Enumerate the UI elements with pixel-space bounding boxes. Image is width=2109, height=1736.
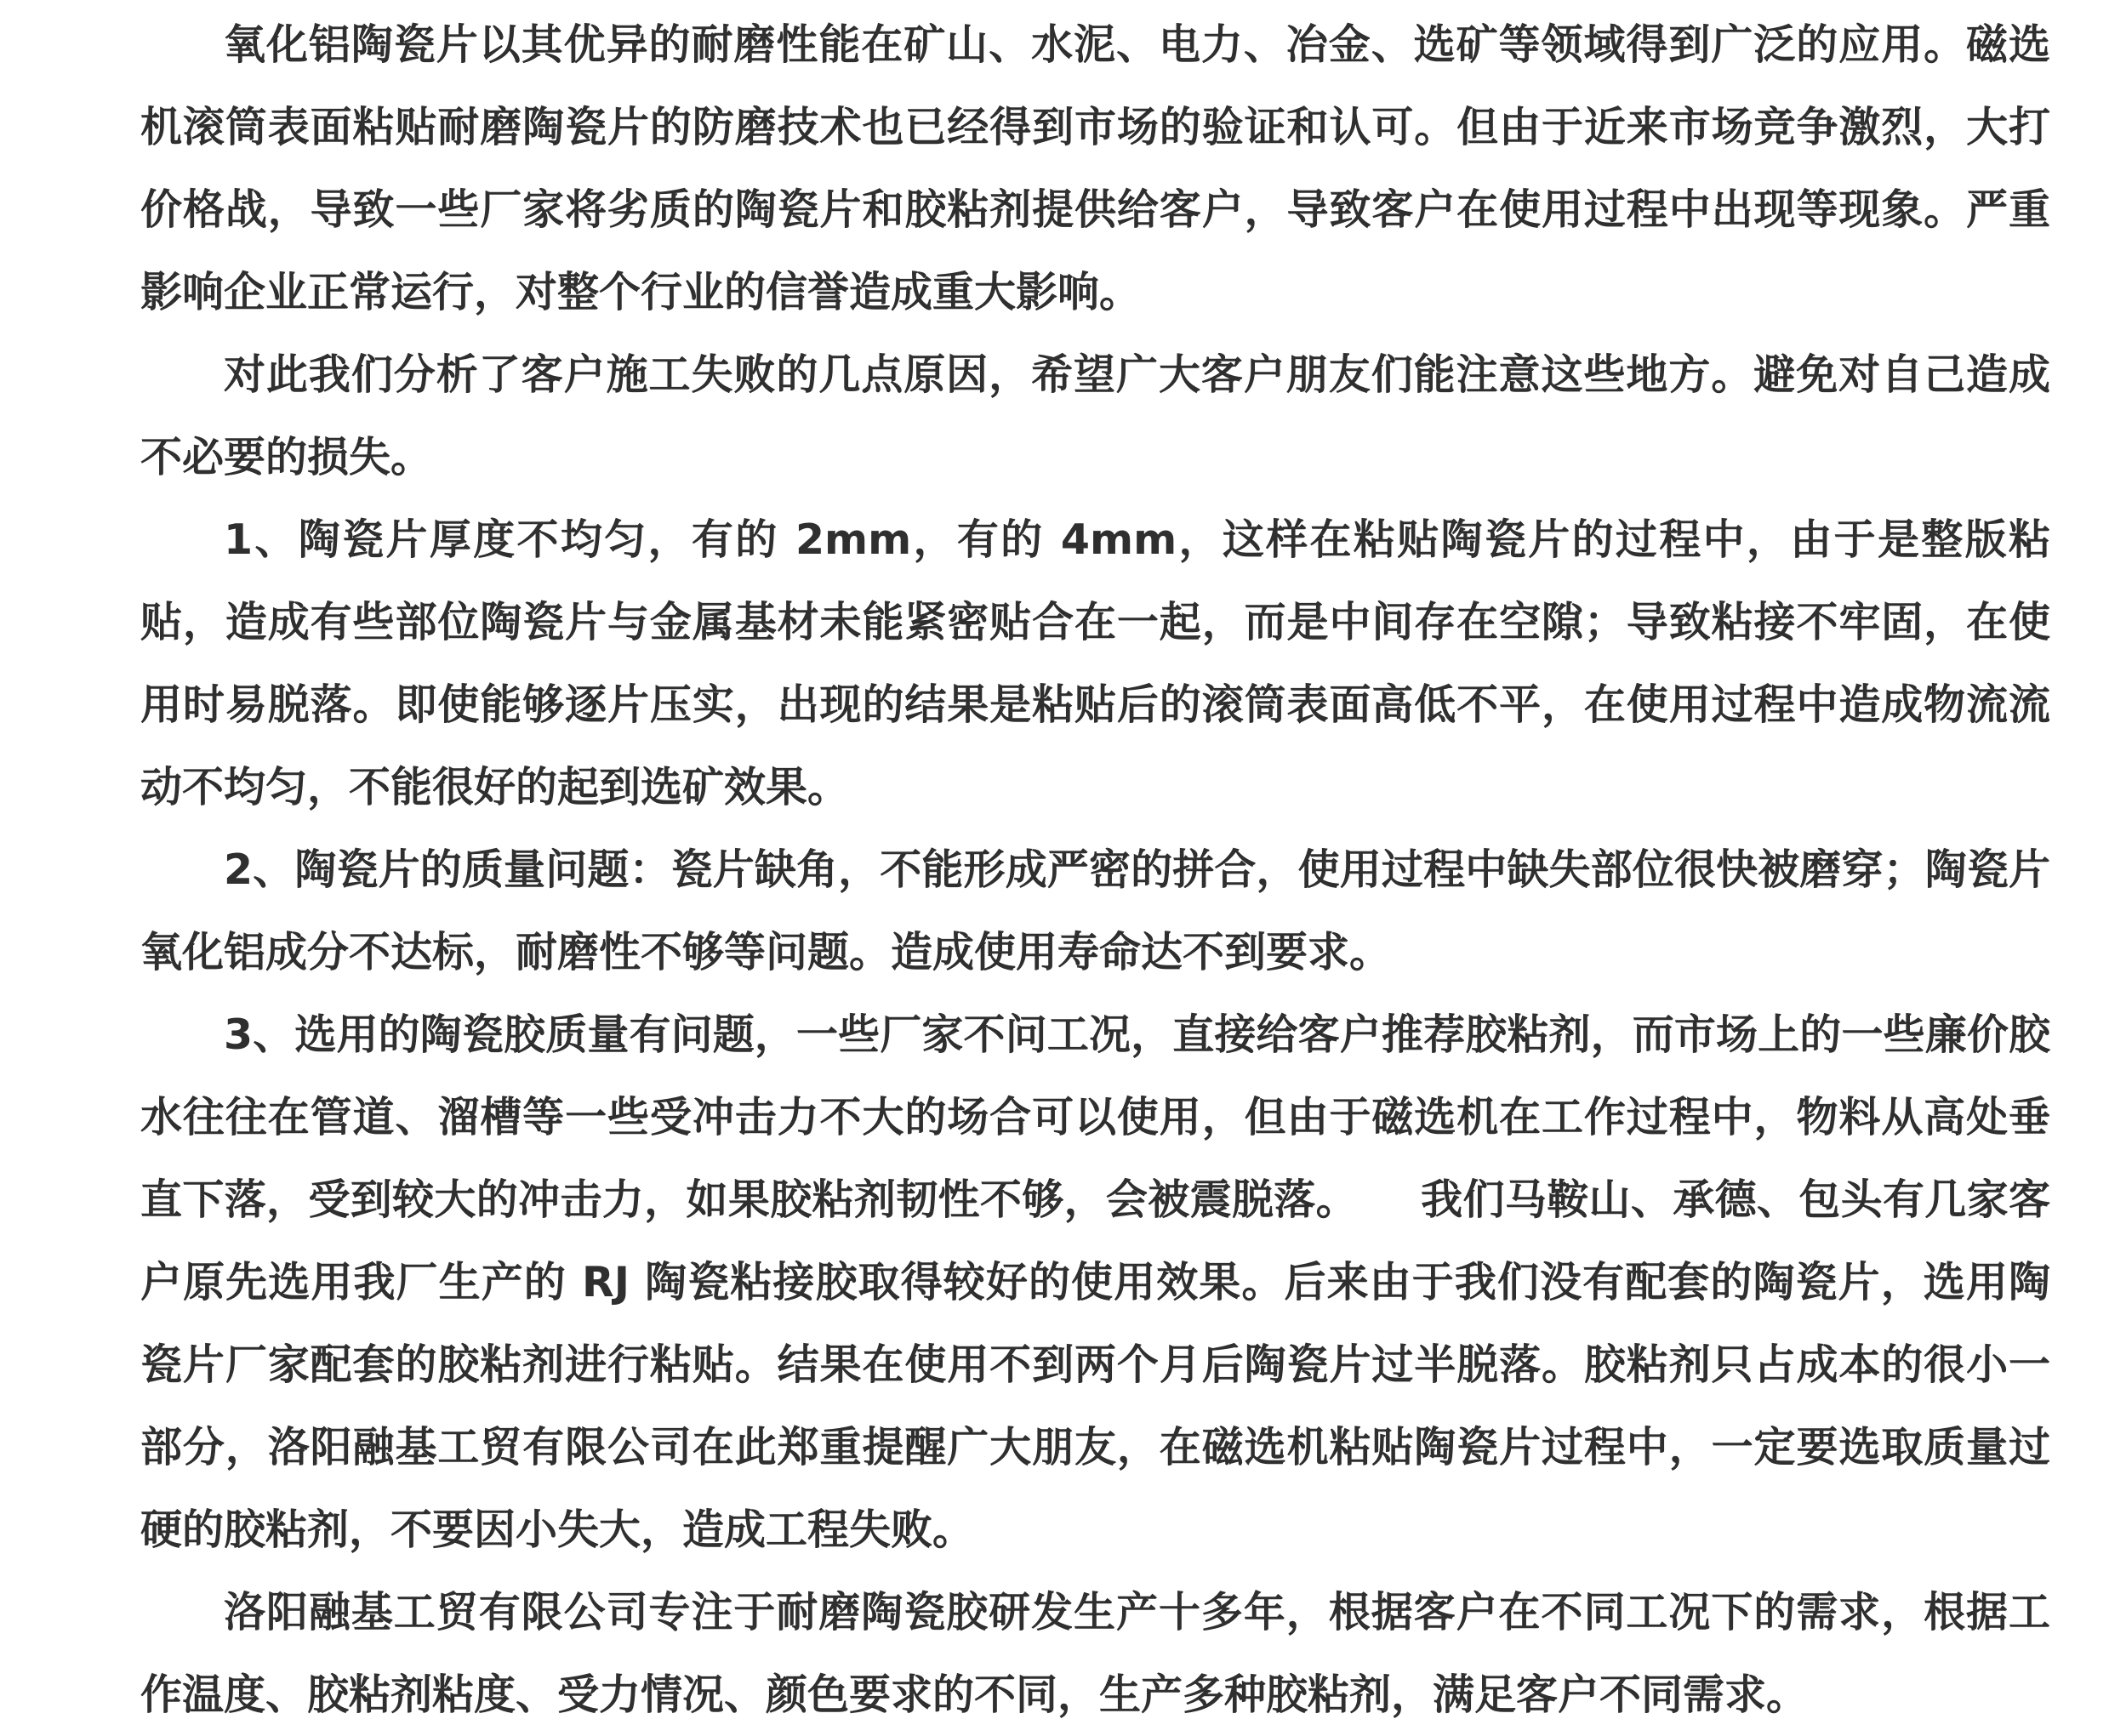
paragraph-company-closing: 洛阳融基工贸有限公司专注于耐磨陶瓷胶研发生产十多年，根据客户在不同工况下的需求，根据工作温度、胶粘剂粘度、受力情况、颜色要求的不同，生产多种胶粘剂，满足客户不同需求。 [140,1588,2050,1719]
paragraph-reason-3: 3、选用的陶瓷胶质量有问题，一些厂家不问工况，直接给客户推荐胶粘剂，而市场上的一些廉价胶水往往在管道、溜槽等一些受冲击力不大的场合可以使用，但由于磁选机在工作过程中，物料从高处垂直下落，受到较大的冲击力，如果胶粘剂韧性不够，会被震脱落。 我们马鞍山、承德、包头有几家客户原先选用我厂生产的 RJ 陶瓷粘接胶取得较好的使用效果。后来由于我们没有配套的陶瓷片，选用陶瓷片厂家配套的胶粘剂进行粘贴。结果在使用不到两个月后陶瓷片过半脱落。胶粘剂只占成本的很小一部分，洛阳融基工贸有限公司在此郑重提醒广大朋友，在磁选机粘贴陶瓷片过程中，一定要选取质量过硬的胶粘剂，不要因小失大，造成工程失败。 [140,1010,2050,1554]
paragraph-reason-2: 2、陶瓷片的质量问题：瓷片缺角，不能形成严密的拼合，使用过程中缺失部位很快被磨穿；陶瓷片氧化铝成分不达标，耐磨性不够等问题。造成使用寿命达不到要求。 [140,845,2050,976]
paragraph-reason-1: 1、陶瓷片厚度不均匀，有的 2mm，有的 4mm，这样在粘贴陶瓷片的过程中，由于是整版粘贴，造成有些部位陶瓷片与金属基材未能紧密贴合在一起，而是中间存在空隙；导致粘接不牢固，在使用时易脱落。即使能够逐片压实，出现的结果是粘贴后的滚筒表面高低不平，在使用过程中造成物流流动不均匀，不能很好的起到选矿效果。 [140,515,2050,811]
paragraph-analysis-intro: 对此我们分析了客户施工失败的几点原因，希望广大客户朋友们能注意这些地方。避免对自己造成不必要的损失。 [140,350,2050,481]
paragraph-intro: 氧化铝陶瓷片以其优异的耐磨性能在矿山、水泥、电力、冶金、选矿等领域得到广泛的应用。磁选机滚筒表面粘贴耐磨陶瓷片的防磨技术也已经得到市场的验证和认可。但由于近来市场竞争激烈，大打价格战，导致一些厂家将劣质的陶瓷片和胶粘剂提供给客户，导致客户在使用过程中出现等现象。严重影响企业正常运行，对整个行业的信誉造成重大影响。 [140,20,2050,316]
